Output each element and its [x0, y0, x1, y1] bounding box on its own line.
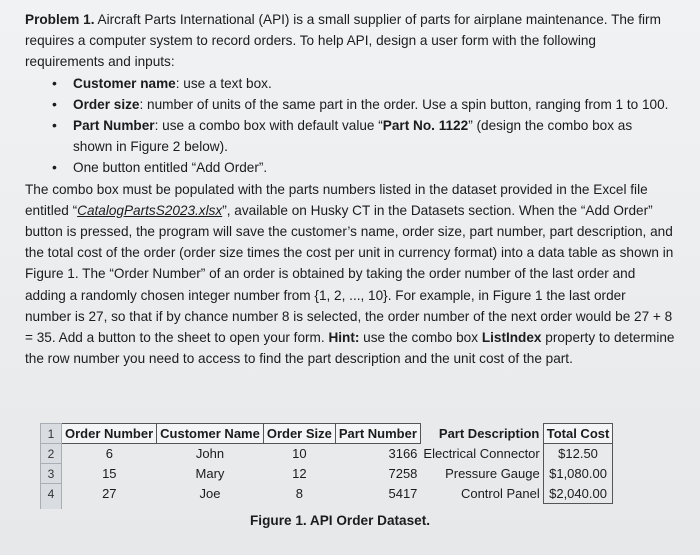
list-item — [73, 94, 675, 115]
requirement-text: One button entitled “Add Order”. — [73, 160, 268, 176]
row-number: 2 — [41, 444, 62, 464]
column-header: Order Size — [263, 424, 335, 444]
row-header-stub — [40, 501, 62, 509]
cell: 5417 — [388, 486, 418, 501]
row-number: 1 — [41, 424, 62, 444]
row-number: 3 — [41, 464, 62, 484]
list-item — [73, 157, 675, 178]
list-item — [73, 115, 675, 157]
requirement-term: Order size — [73, 96, 140, 112]
cell: John — [195, 446, 225, 462]
problem-intro — [25, 9, 675, 73]
cell: 12 — [292, 466, 307, 481]
problem-heading: Problem 1. — [25, 12, 95, 27]
requirement-text: : use a combo box with default value “ — [154, 118, 383, 134]
row-number: 4 — [41, 484, 62, 504]
default-value: Part No. 1122 — [382, 118, 469, 134]
body-text: The combo box must be populated with the parts numbers listed in the dataset provided in the Excel file entitled “ — [25, 181, 648, 218]
requirement-term: Customer name — [73, 75, 176, 91]
cell: 15 — [102, 466, 117, 481]
column-header: Order Number — [62, 424, 157, 444]
hint-property: ListIndex — [481, 330, 542, 346]
file-name: CatalogPartsS2023.xlsx — [77, 202, 223, 218]
cell: 8 — [295, 486, 303, 501]
column-header: Part Number — [335, 424, 420, 444]
cell: Mary — [195, 466, 225, 481]
list-item — [73, 73, 675, 94]
requirement-text: ” (design the combo box as shown in Figure 2 below). — [73, 118, 633, 155]
cell: Pressure Gauge — [445, 466, 540, 481]
cell: 27 — [102, 486, 117, 501]
order-dataset-table — [40, 423, 613, 504]
hint-text: use the combo box — [359, 330, 482, 346]
cell: Control Panel — [460, 486, 540, 501]
table-row — [41, 484, 613, 504]
requirements-list — [25, 73, 675, 179]
cell: $2,040.00 — [543, 484, 613, 504]
hint-text: property to determine the row number you need to access to find the part description and the unit cost of the part. — [25, 330, 675, 367]
cell: Electrical Connector — [423, 446, 540, 461]
cell: 7258 — [388, 466, 418, 481]
hint-label: Hint: — [328, 330, 360, 346]
cell: $1,080.00 — [543, 464, 613, 484]
table-row — [41, 444, 613, 464]
table-row — [41, 464, 613, 484]
cell: 3166 — [388, 446, 418, 462]
requirement-text: : number of units of the same part in the order. Use a spin button, ranging from 1 to 100. — [139, 96, 669, 112]
cell: Joe — [199, 486, 221, 501]
column-header: Part Description — [438, 426, 540, 441]
cell: $12.50 — [543, 444, 613, 464]
cell: 6 — [105, 446, 113, 462]
problem-text — [25, 9, 675, 369]
problem-body — [25, 179, 675, 370]
column-header: Total Cost — [543, 424, 613, 444]
requirement-term: Part Number — [73, 118, 155, 134]
column-header: Customer Name — [157, 424, 264, 444]
table-header-row — [41, 424, 613, 444]
body-text: ”, available on Husky CT in the Datasets section. When the “Add Order” button is pressed, the program will save the customer’s name, order size, part number, part description, and the total cost of the order (order size times the cost per unit in currency format) into a data table as shown in Figure 1. The “Order Number” of an order is obtained by taking the order number of the last order and adding a randomly chosen integer number from {1, 2, ..., 10}. For example, in Figure 1 the last order number is 27, so that if by chance number 8 is selected, the order number of the next order would be 27 + 8 = 35. Add a button to the sheet to open your form. — [25, 202, 674, 346]
intro-text: Aircraft Parts International (API) is a small supplier of parts for airplane maintenance. The firm requires a computer system to record orders. To help API, design a user form with the following requirements and inputs: — [25, 12, 661, 70]
requirement-text: : use a text box. — [175, 75, 272, 91]
cell: 10 — [292, 446, 307, 462]
figure-caption: Figure 1. API Order Dataset. — [250, 513, 431, 528]
